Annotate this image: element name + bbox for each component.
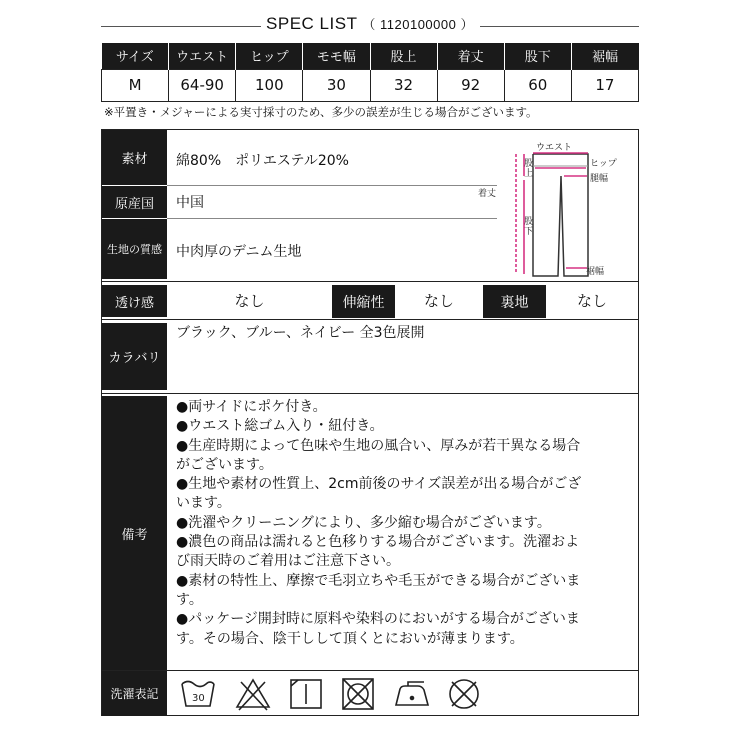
remark-line: ●生地や素材の性質上、2cm前後のサイズ誤差が出る場合がござ (176, 476, 582, 493)
remark-line: ●素材の特性上、摩擦で毛羽立ちや毛玉ができる場合がございま (176, 572, 581, 589)
diagram-label-inseam: 股下 (522, 216, 532, 236)
col-length: 着丈 (437, 43, 504, 69)
origin-value: 中国 (176, 195, 204, 211)
remark-line: す。 (176, 591, 203, 608)
no-bleach-icon (237, 680, 269, 710)
divider (102, 281, 638, 282)
spec-list-title: SPEC LIST (266, 14, 358, 33)
care-icons (180, 676, 510, 714)
remark-line: ●生産時期によって色味や生地の風合い、厚みが若干異なる場合 (176, 437, 581, 454)
product-code: （ 1120100000 ） (362, 17, 474, 32)
label-material: 素材 (102, 130, 167, 185)
colors-value: ブラック、ブルー、ネイビー 全3色展開 (176, 325, 425, 341)
wash-temp: 30 (192, 693, 205, 704)
remark-line: ●パッケージ開封時に原料や染料のにおいがする場合がございま (176, 611, 580, 628)
sheer-value: なし (234, 292, 265, 310)
wash-30-icon (182, 682, 214, 707)
label-remarks: 備考 (102, 396, 167, 670)
no-dry-clean-icon (450, 680, 478, 708)
col-hem: 裾幅 (571, 43, 638, 69)
col-hip: ヒップ (236, 43, 303, 69)
remarks-list (176, 398, 636, 649)
line-dry-shade-icon (291, 680, 321, 708)
divider (167, 185, 497, 186)
cell-hem: 17 (571, 69, 638, 101)
col-rise: 股上 (370, 43, 437, 69)
cell-hip: 100 (236, 69, 303, 101)
col-size: サイズ (102, 43, 169, 69)
remark-line: す。その場合、陰干しして頂くとにおいが薄まります。 (176, 630, 524, 647)
material-value: 綿80% ポリエステル20% (176, 153, 349, 169)
measurement-note: ※平置き・メジャーによる実寸採寸のため、多少の誤差が生じる場合がございます。 (104, 105, 538, 119)
pants-measurement-diagram (478, 136, 638, 278)
diagram-label-hem: 裾幅 (586, 267, 605, 277)
diagram-label-length: 着丈 (478, 189, 497, 199)
pants-outline (533, 154, 588, 276)
divider (102, 319, 638, 320)
no-tumble-dry-icon (343, 679, 373, 709)
page-title (0, 14, 740, 34)
remark-line: ●濃色の商品は濡れると色移りする場合がございます。洗濯およ (176, 534, 580, 551)
cell-thigh: 30 (303, 69, 370, 101)
diagram-label-hip: ヒップ (590, 159, 617, 169)
texture-value: 中肉厚のデニム生地 (176, 244, 302, 260)
remark-line: ●両サイドにポケ付き。 (176, 399, 327, 415)
col-inseam: 股下 (504, 43, 571, 69)
remark-line: います。 (176, 495, 231, 512)
diagram-label-waist: ウエスト (536, 143, 573, 153)
cell-waist: 64-90 (169, 69, 236, 101)
divider (167, 218, 497, 219)
remark-line: ●洗濯やクリーニングにより、多少縮む場合がございます。 (176, 514, 551, 531)
divider (102, 393, 638, 394)
label-sheer: 透け感 (102, 285, 167, 317)
diagram-label-thigh: 腿幅 (590, 174, 609, 184)
label-colors: カラバリ (102, 323, 167, 390)
label-care: 洗濯表記 (102, 671, 167, 716)
diagram-label-rise: 股上 (522, 158, 532, 178)
cell-length: 92 (437, 69, 504, 101)
remark-line: がございます。 (176, 456, 273, 473)
cell-size: M (102, 69, 169, 101)
col-thigh: モモ幅 (303, 43, 370, 69)
divider (102, 670, 638, 671)
detail-table (101, 129, 639, 716)
label-stretch: 伸縮性 (332, 285, 395, 318)
cell-rise: 32 (370, 69, 437, 101)
col-waist: ウエスト (169, 43, 236, 69)
remark-line: ●ウエスト総ゴム入り・紐付き。 (176, 418, 384, 435)
iron-low-icon (396, 682, 428, 705)
size-table (101, 43, 639, 102)
remark-line: び雨天時のご着用はご注意下さい。 (176, 553, 400, 570)
cell-inseam: 60 (504, 69, 571, 101)
size-table-row (102, 69, 639, 101)
stretch-value: なし (423, 292, 454, 310)
lining-value: なし (576, 292, 607, 310)
label-texture: 生地の質感 (102, 219, 167, 279)
label-lining: 裏地 (483, 285, 546, 318)
size-table-header (102, 43, 639, 69)
label-origin: 原産国 (102, 186, 167, 218)
